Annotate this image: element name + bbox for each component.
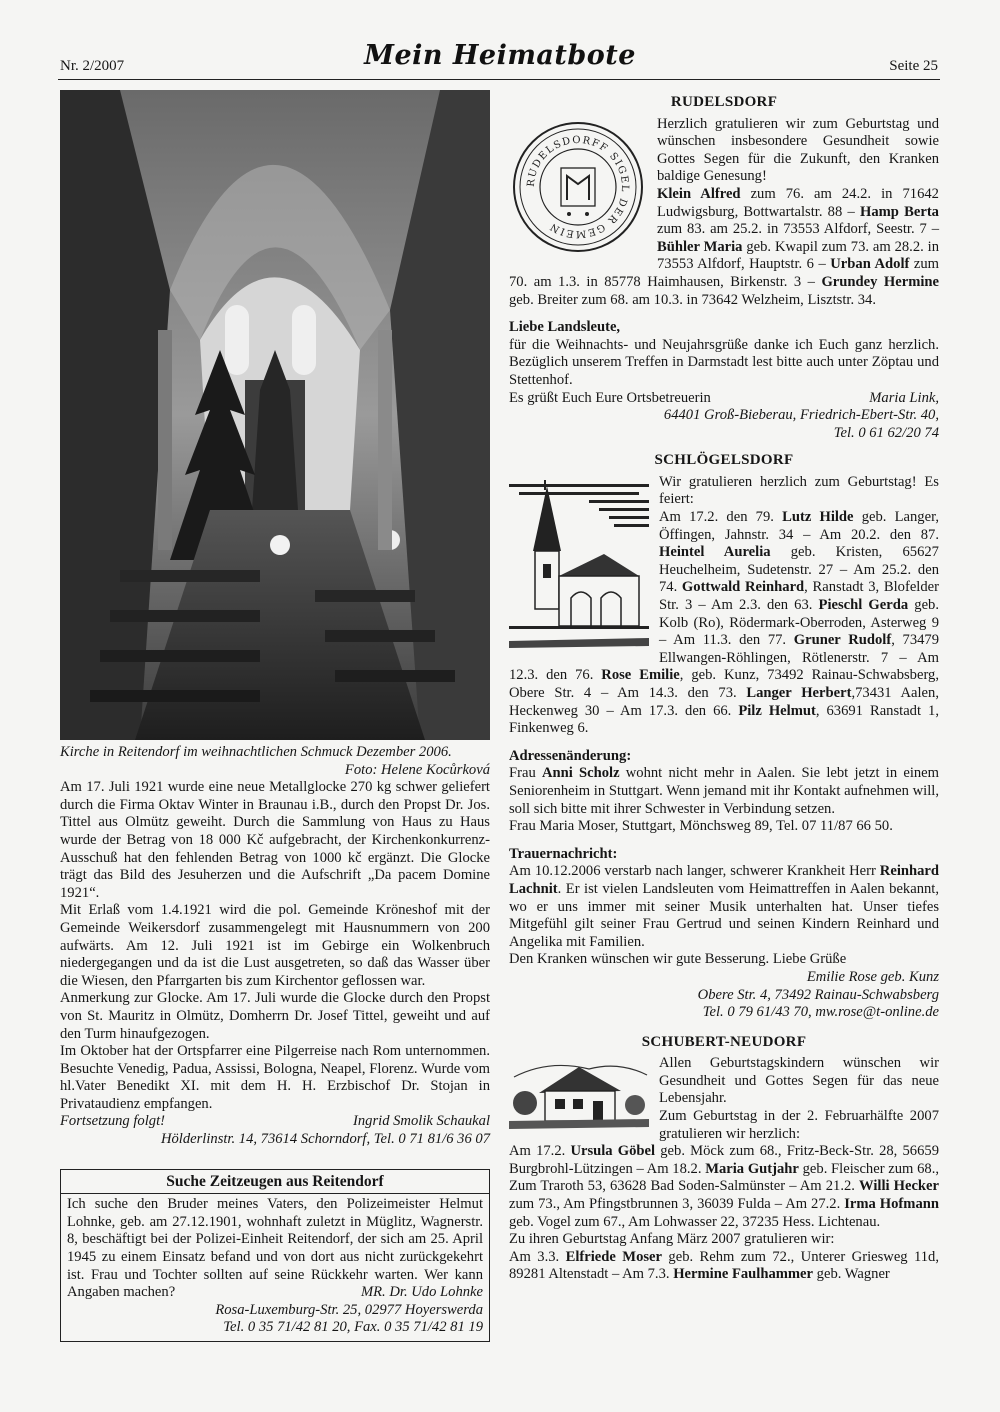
search-notice-box bbox=[60, 1169, 490, 1342]
caretaker-address: 64401 Groß-Bieberau, Friedrich-Ebert-Str. 40, bbox=[663, 407, 939, 424]
schubert-intro: Allen Geburtstagskindern wünschen wir Gesundheit und Gottes Segen für das neue Lebensjahr. bbox=[659, 1055, 939, 1107]
paragraph: Im Oktober hat der Ortspfarrer eine Pilgerreise nach Rom unternommen. Besuchte Venedig, Padua, Assissi, Bologna, Neapel, Florenz. Wurde vom hl.Vater Benedikt XI. mit dem H. H. Erzbischof Dr. Stojan in Privataudienz empfangen. bbox=[60, 1043, 490, 1112]
box-signer: MR. Dr. Udo Lohnke bbox=[360, 1284, 483, 1301]
get-well-address: Obere Str. 4, 73492 Rainau-Schwabsberg bbox=[697, 986, 939, 1003]
address-change-heading: Adressenänderung: bbox=[509, 747, 632, 764]
paragraph: Mit Erlaß vom 1.4.1921 wird die pol. Gemeinde Kröneshof mit der Gemeinde Weikersdorf zusammengelegt mit Hausnummern von 200 aufwärts. Am 12. Juli 1921 ist im Gebirge ein Wolkenbruch niedergegangen und da ist die Lust ausgetreten, so daß das Wasser über die Wiesen, den Pfarrgarten bis zum Kirchentor geflossen war. bbox=[60, 902, 490, 989]
seal-icon bbox=[509, 118, 647, 256]
greeting-line bbox=[509, 390, 939, 408]
schloegelsdorf-intro: Wir gratulieren herzlich zum Geburtstag! Es feiert: bbox=[659, 473, 939, 508]
farmhouse-icon bbox=[509, 1057, 649, 1129]
get-well-text: Den Kranken wünschen wir gute Besserung. Liebe Grüße bbox=[509, 951, 847, 968]
address-change-contact: Frau Maria Moser, Stuttgart, Mönchsweg 89, Tel. 07 11/87 66 50. bbox=[509, 818, 893, 835]
continuation-note: Fortsetzung folgt! bbox=[60, 1113, 165, 1130]
article-signature bbox=[60, 1113, 490, 1131]
schubert-birthdays: Am 17.2. Ursula Göbel geb. Möck zum 68., Fritz-Beck-Str. 28, 56659 Burgbrohl-Lützingen – Am 18.2. Maria Gutjahr geb. Fleischer zum 68., Zum Traroth 53, 63628 Bad Soden-Salmünster – Am 21.2. Willi Hecker zum 73., Am Pfingstbrunnen 3, 36039 Fulda – Am 27.2. Irma Hofmann geb. Vogel zum 67., Am Lohwasser 22, 37235 Hess. Lichtenau. bbox=[509, 1143, 940, 1230]
rudelsdorf-birthdays: Klein Alfred zum 76. am 24.2. in 71642 Ludwigsburg, Bottwartalstr. 88 – Hamp Berta zum 83. am 25.2. in 73553 Alfdorf, Seestr. 7 – Bühler Maria geb. Kwapil zum 73. am 28.2. in 73553 Alfdorf, Hauptstr. 6 – Urban Adolf zum 70. am 1.3. in 85778 Haimhausen, Birkenstr. 3 – Grundey Hermine geb. Breiter zum 68. am 10.3. in 73642 Welzheim, Lisztstr. 34. bbox=[509, 185, 939, 308]
box-title: Suche Zeitzeugen aus Reitendorf bbox=[61, 1173, 489, 1195]
get-well-signer: Emilie Rose geb. Kunz bbox=[806, 968, 939, 985]
church-interior-image bbox=[60, 90, 490, 740]
header-rule bbox=[58, 79, 940, 80]
schubert-neudorf-house-drawing bbox=[509, 1057, 649, 1135]
landsleute-heading: Liebe Landsleute, bbox=[509, 319, 621, 336]
caption-credit: Foto: Helene Kocůrková bbox=[344, 761, 490, 778]
section-title-rudelsdorf: RUDELSDORF bbox=[670, 94, 778, 110]
author-name: Ingrid Smolik Schaukal bbox=[353, 1113, 490, 1130]
left-column bbox=[60, 90, 490, 1342]
author-address: Hölderlinstr. 14, 73614 Schorndorf, Tel. 0 71 81/6 36 07 bbox=[160, 1131, 490, 1148]
obituary-text: Am 10.12.2006 verstarb nach langer, schwerer Krankheit Herr Reinhard Lachnit. Er ist vielen Landsleuten vom Heimattreffen in Aalen bekannt, wo er uns immer mit seiner Musik unterhalten hat. Unser tiefes Mitgefühl gilt seiner Frau Gertrud und seinen Kindern Reinhard und Angelika mit Familien. bbox=[509, 863, 939, 950]
caption-line1: Kirche in Reitendorf im weihnachtlichen Schmuck Dezember 2006. bbox=[60, 744, 452, 760]
page-number: Seite 25 bbox=[889, 58, 938, 74]
box-address: Rosa-Luxemburg-Str. 25, 02977 Hoyerswerda bbox=[215, 1301, 483, 1318]
schloegelsdorf-birthdays: Am 17.2. den 79. Lutz Hilde geb. Langer, Öffingen, Jahnstr. 34 – Am 20.2. den 87. Heintel Aurelia geb. Kristen, 65627 Heuchelheim, Sudetenstr. 27 – Am 25.2. den 74. Gottwald Reinhard, Ranstadt 3, Blofelder Str. 3 – Am 2.3. den 63. Pieschl Gerda geb. Kolb (Ro), Rödermark-Oberroden, Asterweg 9 – Am 11.3. den 77. Gruner Rudolf, 73479 Ellwangen-Röhlingen, Rötlenerstr. 7 – Am 12.3. den 76. Rose Emilie, geb. Kunz, 73492 Rainau-Schwabsberg, Obere Str. 4 – Am 14.3. den 73. Langer Herbert,73431 Aalen, Heckenweg 30 – Am 17.3. den 66. Pilz Helmut, 63691 Ranstadt 1, Finkenweg 6. bbox=[509, 509, 940, 737]
paragraph: Am 17. Juli 1921 wurde eine neue Metallglocke 270 kg schwer geliefert durch die Firma Oktav Winter in Braunau i.B., durch den Propst Dr. Jos. Tittel aus Olmütz geweiht. Durch die Sammlung von Haus zu Haus wurde der Betrag von 18 000 Kč aufgebracht, der Kirchenkonkurrenz-Ausschuß hat den fehlenden Betrag von 1000 kč ergänzt. Die Glocke trägt das Bild des Jesuherzen und die Aufschrift „Da pacem Domine 1921“. bbox=[60, 779, 490, 901]
schloegelsdorf-chapel-drawing bbox=[509, 476, 649, 662]
seal-inscription: RUDELSDORFF SIGEL DER GEMEIN bbox=[525, 134, 631, 239]
schubert-intro-2: Zum Geburtstag in der 2. Februarhälfte 2007 gratulieren wir herzlich: bbox=[659, 1108, 939, 1142]
rudelsdorf-seal bbox=[509, 118, 647, 262]
issue-number: Nr. 2/2007 bbox=[60, 58, 125, 74]
march-intro: Zu ihren Geburtstag Anfang März 2007 gratulieren wir: bbox=[509, 1231, 835, 1248]
get-well-contact: Tel. 0 79 61/43 70, mw.rose@t-online.de bbox=[702, 1004, 939, 1021]
caretaker-phone: Tel. 0 61 62/20 74 bbox=[833, 424, 939, 441]
church-photo bbox=[60, 90, 490, 740]
address-change-text: Frau Anni Scholz wohnt nicht mehr in Aalen. Sie lebt jetzt in einem Seniorenheim in Stuttgart. Wenn jemand mit ihr Kontakt aufnehmen will, soll sich bitte mit ihrer Schwester in Verbindung setzen. bbox=[509, 765, 939, 817]
photo-caption bbox=[60, 744, 490, 779]
march-birthdays: Am 3.3. Elfriede Moser geb. Rehm zum 72., Unterer Griesweg 11d, 89281 Altenstadt – Am 7.3. Hermine Faulhammer geb. Wagner bbox=[509, 1248, 940, 1283]
svg-text:RUDELSDORFF SIGEL DER GEMEIN bbox=[526, 135, 630, 239]
section-title-schubert-neudorf: SCHUBERT-NEUDORF bbox=[641, 1033, 807, 1050]
greeting: Es grüßt Euch Eure Ortsbetreuerin bbox=[509, 389, 711, 406]
right-column bbox=[509, 94, 939, 1284]
paragraph: Anmerkung zur Glocke. Am 17. Juli wurde die Glocke durch den Propst von St. Mauritz in Olmütz, Domherrn Dr. Josef Tittel, geweiht und auf den Turm hinaufgezogen. bbox=[60, 990, 490, 1042]
box-text: Ich suche den Bruder meines Vaters, den Polizeimeister Helmut Lohnke, geb. am 27.12.1901, wohnhaft zuletzt in Müglitz, Wagnerstr. 8, beschäftigt bei der Polizei-Einheit Reitendorf, der sich am 25. April 1945 zu einem Einsatz befand und von dort aus nicht zurückgekehrt ist. Frau und Tochter sollten auf seine Rückkehr warten. Wer kann Angaben machen? MR. Dr. Udo Lohnke bbox=[67, 1196, 483, 1301]
masthead-logo: Mein Heimatbote bbox=[364, 40, 636, 71]
landsleute-text: für die Weihnachts- und Neujahrsgrüße danke ich Euch ganz herzlich. Bezüglich unserem Treffen in Darmstadt lest bitte auch unter Zöptau und Stettenhof. bbox=[509, 336, 939, 388]
chapel-icon bbox=[509, 476, 649, 656]
rudelsdorf-intro: Herzlich gratulieren wir zum Geburtstag und wünschen insbesondere Gesundheit sowie Gottes Segen für die Zukunft, den Kranken baldige Genesung! bbox=[657, 115, 939, 185]
box-phone: Tel. 0 35 71/42 81 20, Fax. 0 35 71/42 81 19 bbox=[223, 1319, 483, 1336]
obituary-heading: Trauernachricht: bbox=[509, 845, 618, 862]
caretaker-name: Maria Link, bbox=[869, 389, 939, 406]
section-title-schloegelsdorf: SCHLÖGELSDORF bbox=[654, 452, 794, 469]
